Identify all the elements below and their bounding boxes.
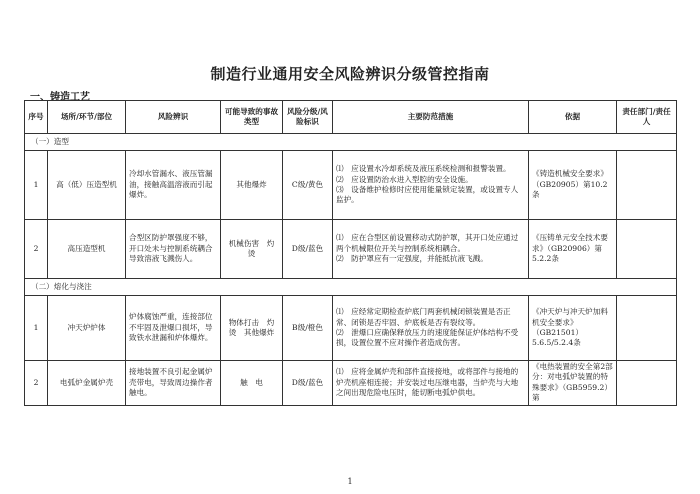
header-risk-level: 风险分级/风险标识: [283, 101, 333, 134]
cell-level: C级/黄色: [283, 151, 333, 220]
group-label: （二）熔化与浇注: [25, 279, 677, 296]
cell-measures: [333, 361, 529, 406]
page-number: 1: [347, 477, 353, 486]
measure-item: ⑴ 应设置水冷却系统及液压系统检测和报警装置。: [336, 164, 511, 174]
cell-index: 1: [25, 296, 48, 361]
measure-item: ⑶ 设备维护检修时应使用能量锁定装置，或设置专人监护。: [336, 185, 519, 205]
cell-index: 2: [25, 361, 48, 406]
cell-responsible: [617, 296, 677, 361]
cell-accident: 物体打击 灼 烫 其他爆炸: [221, 296, 283, 361]
cell-responsible: [617, 151, 677, 220]
cell-level: D级/蓝色: [283, 361, 333, 406]
measure-item: ⑴ 应在合型区前设置移动式防护罩，其开口处应通过两个机械限位开关与控制系统相耦合。: [336, 233, 519, 253]
group-row: [25, 134, 677, 151]
header-measures: 主要防范措施: [333, 101, 529, 134]
section-heading: 一、铸造工艺: [30, 92, 90, 103]
document-title: 制造行业通用安全风险辨识分级管控指南: [210, 65, 490, 83]
group-label: （一）造型: [25, 134, 677, 151]
cell-location: 电弧炉金属炉壳: [48, 361, 126, 406]
cell-measures: [333, 220, 529, 279]
header-responsible: 责任部门/责任人: [617, 101, 677, 134]
measure-item: ⑵ 应设置防治水进入型腔的安全设施。: [336, 174, 473, 184]
measure-item: ⑴ 应经常定期检查炉底门两套机械闭锁装置是否正常、闭锁是否牢固、炉底板是否有裂纹等。: [336, 307, 511, 327]
cell-basis: 《电热装置的安全第2部分：对电弧炉装置的特殊要求》（GB5959.2）第: [529, 361, 617, 406]
cell-accident: 其他爆炸: [221, 151, 283, 220]
table-row: [25, 296, 677, 361]
cell-risk: 炉体腐蚀严重，连接部位不牢固及泄爆口损坏，导致铁水泄漏和炉体爆炸。: [126, 296, 221, 361]
cell-accident: 机械伤害 灼 烫: [221, 220, 283, 279]
cell-basis: 《压铸单元安全技术要求》（GB20906）第5.2.2条: [529, 220, 617, 279]
cell-location: 冲天炉炉体: [48, 296, 126, 361]
table-row: [25, 220, 677, 279]
measure-item: ⑵ 泄爆口应确保释放压力的速度能保证炉体结构不受损，设置位置不应对操作者造成伤害。: [336, 328, 519, 348]
cell-risk: 合型区防护罩强度不够，开口处未与控制系统耦合导致溶液飞溅伤人。: [126, 220, 221, 279]
header-accident-type: 可能导致的事故类型: [221, 101, 283, 134]
cell-basis: 《铸造机械安全要求》（GB20905）第10.2条: [529, 151, 617, 220]
cell-level: D级/蓝色: [283, 220, 333, 279]
cell-accident: 触 电: [221, 361, 283, 406]
measure-item: ⑵ 防护罩应有一定强度，并能抵抗液飞溅。: [336, 254, 488, 264]
table-row: [25, 151, 677, 220]
cell-responsible: [617, 361, 677, 406]
cell-risk: 冷却水管漏水、液压管漏油，接触高温溶液而引起爆炸。: [126, 151, 221, 220]
cell-index: 1: [25, 151, 48, 220]
cell-measures: [333, 296, 529, 361]
group-row: [25, 279, 677, 296]
measure-item: ⑴ 应将金属炉壳和部件直接接地，或将部件与接地的炉壳机座相连接；并安装过电压继电器，当炉壳与大地之间出现危险电压时，能切断电弧炉供电。: [336, 367, 519, 398]
table-header-row: [25, 101, 677, 134]
risk-table: [24, 100, 677, 406]
cell-location: 高（低）压造型机: [48, 151, 126, 220]
cell-location: 高压造型机: [48, 220, 126, 279]
table-row: [25, 361, 677, 406]
header-risk-identification: 风险辨识: [126, 101, 221, 134]
cell-measures: [333, 151, 529, 220]
cell-responsible: [617, 220, 677, 279]
cell-index: 2: [25, 220, 48, 279]
header-basis: 依据: [529, 101, 617, 134]
cell-risk: 接地装置不良引起金属炉壳带电，导致周边操作者触电。: [126, 361, 221, 406]
header-index: 序号: [25, 101, 48, 134]
cell-level: B级/橙色: [283, 296, 333, 361]
cell-basis: 《冲天炉与冲天炉加料机安全要求》（GB21501）5.6.5/5.2.4条: [529, 296, 617, 361]
header-location: 场所/环节/部位: [48, 101, 126, 134]
